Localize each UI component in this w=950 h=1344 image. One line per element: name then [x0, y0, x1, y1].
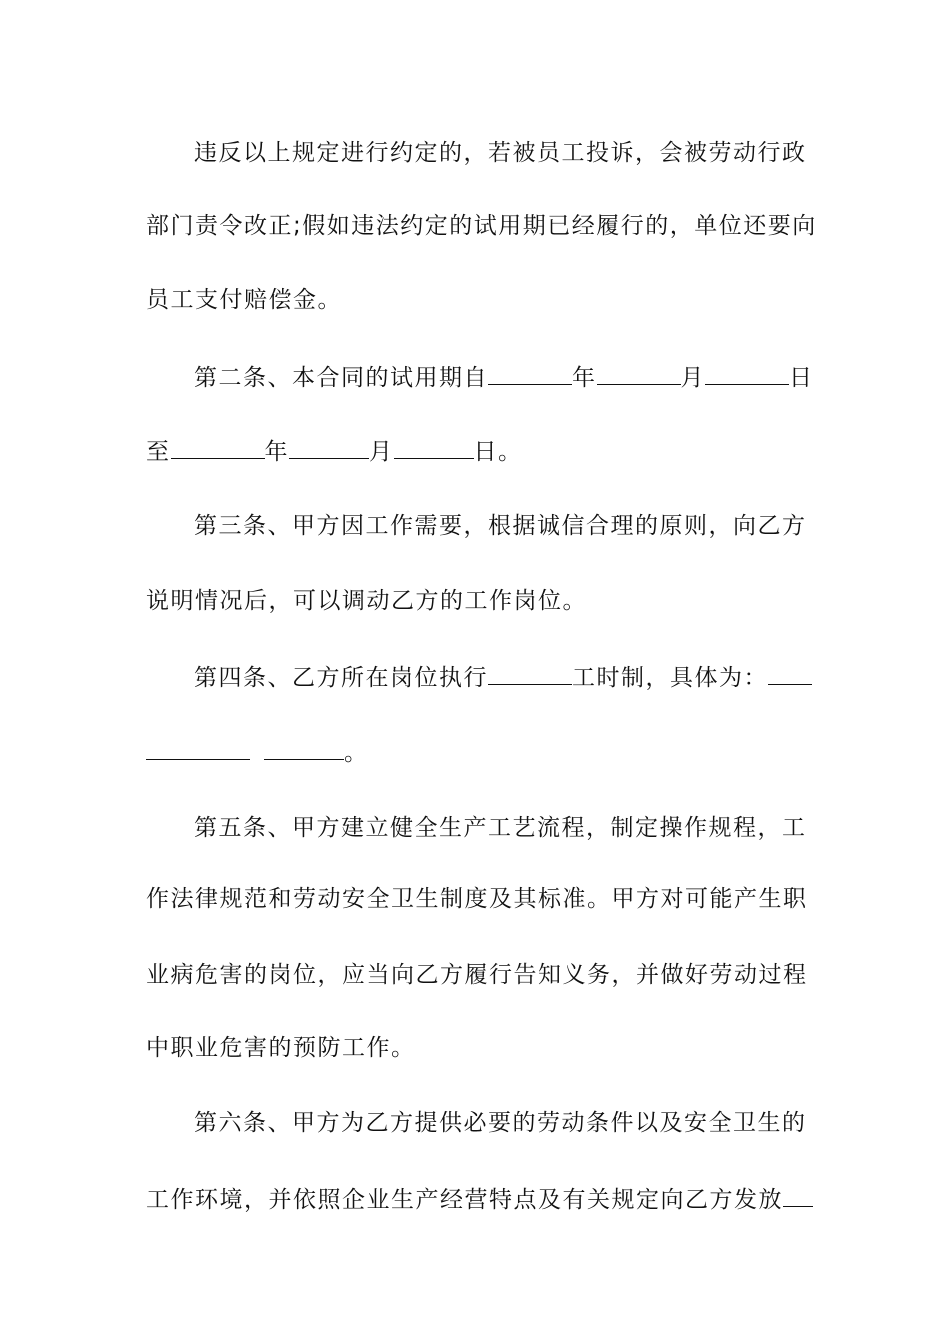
- to-label: 至: [146, 439, 171, 465]
- article-4-line: [194, 662, 806, 693]
- blank-field: [488, 362, 572, 385]
- paragraph-line: 中职业危害的预防工作。: [146, 1035, 416, 1061]
- article-2-line: [194, 362, 814, 393]
- paragraph-line: 作法律规范和劳动安全卫生制度及其标准。甲方对可能产生职: [146, 886, 808, 912]
- blank-field: [488, 662, 572, 685]
- article-4-text-cont: 工时制，具体为：: [572, 665, 768, 691]
- blank-field: [783, 1184, 813, 1207]
- article-2-text: 第二条、本合同的试用期自: [194, 365, 488, 391]
- month-label: 月: [680, 365, 705, 391]
- article-4-text: 第四条、乙方所在岗位执行: [194, 665, 488, 691]
- year-label: 年: [572, 365, 597, 391]
- year-label: 年: [264, 439, 289, 465]
- period-mark: 。: [344, 740, 369, 766]
- blank-field: [394, 436, 474, 459]
- day-label: 日。: [473, 439, 523, 465]
- paragraph-line: 员工支付赔偿金。: [146, 287, 342, 313]
- blank-field: [264, 737, 344, 760]
- blank-field: [171, 436, 265, 459]
- article-4-line-cont: [146, 737, 806, 768]
- paragraph-line: 说明情况后，可以调动乙方的工作岗位。: [146, 588, 587, 614]
- day-label: 日: [789, 365, 814, 391]
- paragraph-line: 第六条、甲方为乙方提供必要的劳动条件以及安全卫生的: [194, 1110, 807, 1136]
- month-label: 月: [369, 439, 394, 465]
- blank-field: [705, 362, 789, 385]
- blank-field: [146, 737, 250, 760]
- paragraph-line: 第三条、甲方因工作需要，根据诚信合理的原则，向乙方: [194, 513, 807, 539]
- blank-field: [768, 662, 812, 685]
- paragraph-line: 部门责令改正;假如违法约定的试用期已经履行的，单位还要向: [146, 213, 817, 239]
- article-6-line-cont: [146, 1184, 806, 1215]
- article-6-text: 工作环境，并依照企业生产经营特点及有关规定向乙方发放: [146, 1187, 783, 1213]
- article-2-line-cont: [146, 436, 806, 467]
- paragraph-line: 业病危害的岗位，应当向乙方履行告知义务，并做好劳动过程: [146, 962, 808, 988]
- blank-field: [597, 362, 681, 385]
- paragraph-line: 第五条、甲方建立健全生产工艺流程，制定操作规程，工: [194, 815, 807, 841]
- blank-field: [289, 436, 369, 459]
- paragraph-line: 违反以上规定进行约定的，若被员工投诉，会被劳动行政: [194, 140, 807, 166]
